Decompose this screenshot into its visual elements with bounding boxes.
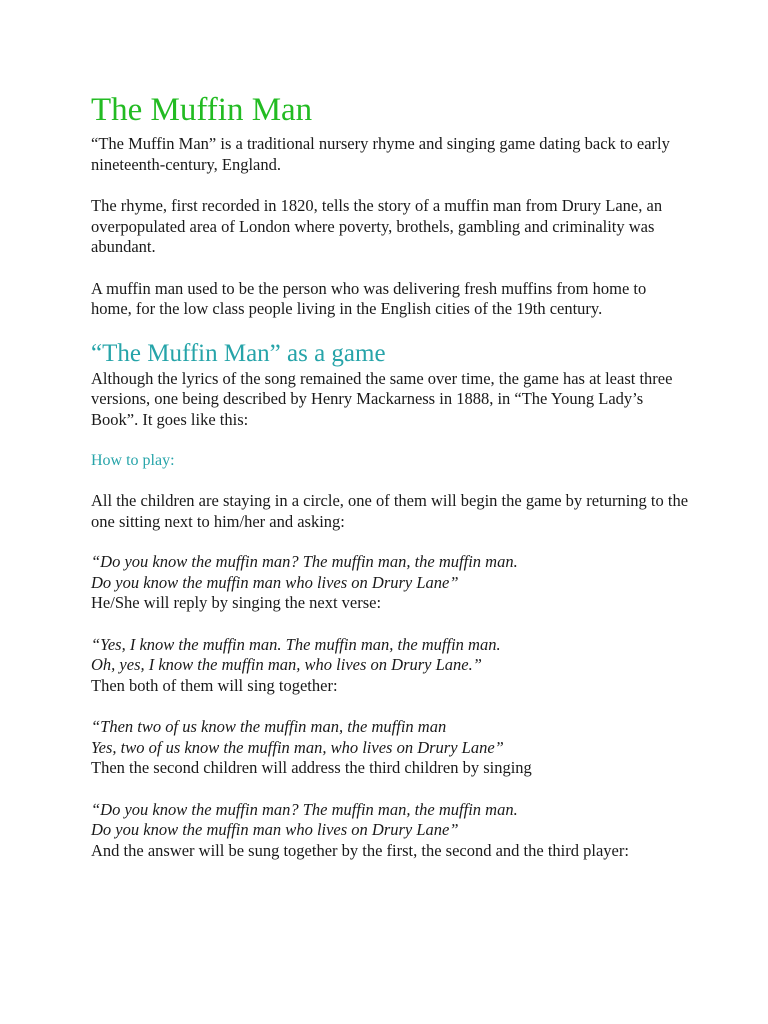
verse-followup: Then the second children will address the third children by singing xyxy=(91,758,532,777)
section-heading-game: “The Muffin Man” as a game xyxy=(91,339,386,367)
intro-paragraph-3: A muffin man used to be the person who was delivering fresh muffins from home to home, for the low class people living in the English cities of the 19th century. xyxy=(91,278,647,318)
verse-1 xyxy=(91,552,691,614)
subheading-how-to-play: How to play: xyxy=(91,452,175,469)
verse-line: Do you know the muffin man who lives on Drury Lane” xyxy=(91,572,459,592)
verse-followup: He/She will reply by singing the next verse: xyxy=(91,593,382,612)
document-page xyxy=(91,90,691,861)
verse-line: Do you know the muffin man who lives on Drury Lane” xyxy=(91,820,459,839)
verse-line: “Yes, I know the muffin man. The muffin man, the muffin man. xyxy=(91,634,501,654)
intro-paragraph-2: The rhyme, first recorded in 1820, tells the story of a muffin man from Drury Lane, an overpopulated area of London where poverty, brothels, gambling and criminality was abundant. xyxy=(91,196,663,256)
how-to-play-paragraph: All the children are staying in a circle, one of them will begin the game by returning to the one sitting next to him/her and asking: xyxy=(91,491,689,531)
verse-line: “Do you know the muffin man? The muffin man, the muffin man. xyxy=(91,552,518,571)
verse-followup: And the answer will be sung together by the first, the second and the third player: xyxy=(91,840,629,860)
intro-paragraph-1: “The Muffin Man” is a traditional nursery rhyme and singing game dating back to early nineteenth-century, England. xyxy=(91,134,670,174)
game-paragraph: Although the lyrics of the song remained the same over time, the game has at least three versions, one being described by Henry Mackarness in 1888, in “The Young Lady’s Book”. It goes like this: xyxy=(91,368,673,429)
verse-line: Oh, yes, I know the muffin man, who lives on Drury Lane.” xyxy=(91,655,482,674)
page-title: The Muffin Man xyxy=(91,92,313,128)
verse-3 xyxy=(91,717,691,779)
verse-followup: Then both of them will sing together: xyxy=(91,675,338,695)
verse-line: “Do you know the muffin man? The muffin man, the muffin man. xyxy=(91,799,518,819)
verse-line: Yes, two of us know the muffin man, who lives on Drury Lane” xyxy=(91,737,504,757)
verse-2 xyxy=(91,635,691,697)
verse-4 xyxy=(91,800,691,862)
verse-line: “Then two of us know the muffin man, the muffin man xyxy=(91,717,447,736)
